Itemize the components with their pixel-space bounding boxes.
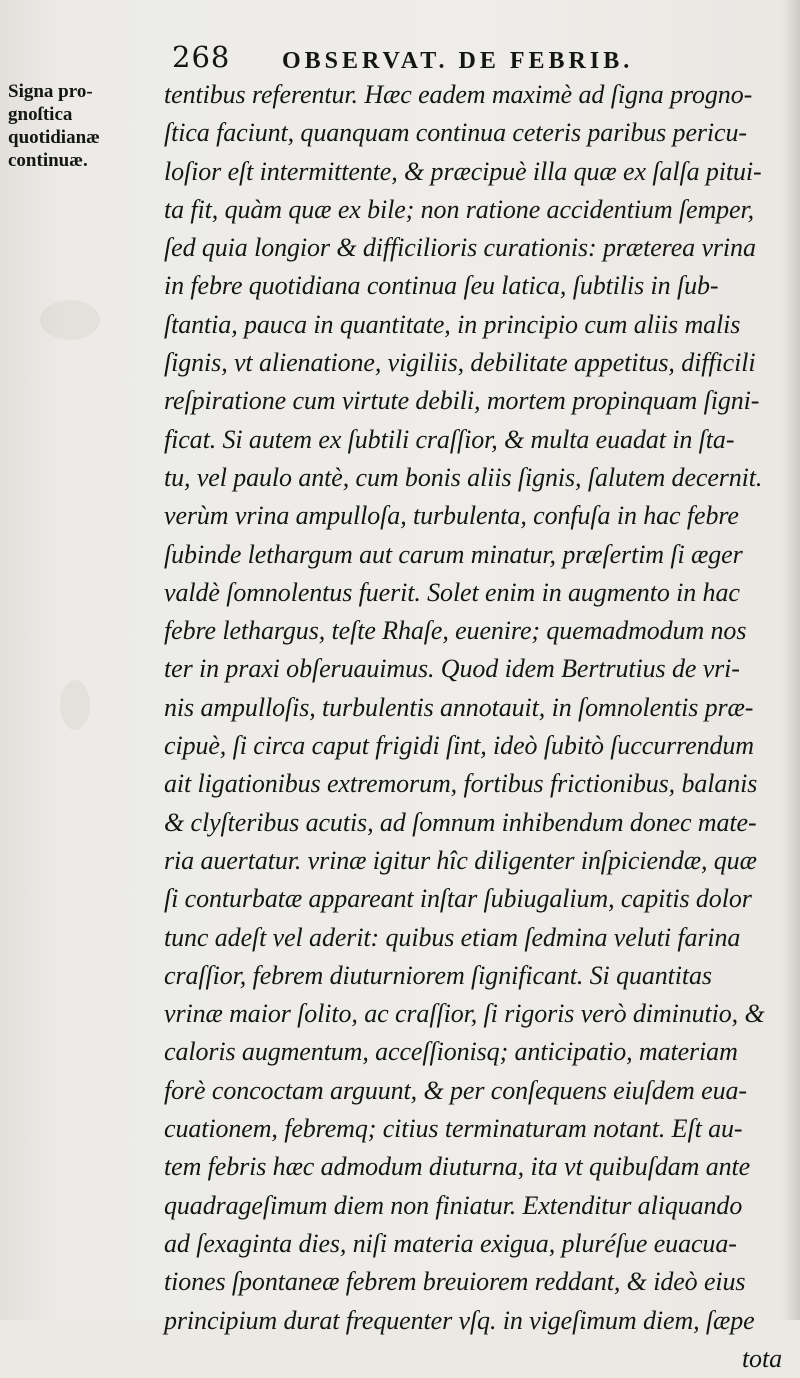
text-line: tiones ſpontaneæ febrem breuiorem reddant, & ideò eius xyxy=(164,1267,746,1297)
text-line: tu, vel paulo antè, cum bonis aliis ſignis, ſalutem decernit. xyxy=(164,462,763,492)
text-line: ſtica faciunt, quanquam continua ceteris paribus pericu- xyxy=(164,118,747,148)
text-line: in febre quotidiana continua ſeu latica, ſubtilis in ſub- xyxy=(164,271,719,301)
body-text xyxy=(164,76,786,1378)
text-line: ſignis, vt alienatione, vigiliis, debilitate appetitus, difficili xyxy=(164,348,756,378)
text-line: & clyſteribus acutis, ad ſomnum inhibendum donec mate- xyxy=(164,807,757,837)
text-line: ſubinde lethargum aut carum minatur, præſertim ſi æger xyxy=(164,539,743,569)
text-line: tentibus referentur. Hæc eadem maximè ad ſigna progno- xyxy=(164,80,753,109)
text-line: quadrageſimum diem non finiatur. Extenditur aliquando xyxy=(164,1190,743,1220)
text-line: tunc adeſt vel aderit: quibus etiam ſedmina veluti farina xyxy=(164,922,741,952)
running-head xyxy=(170,40,770,80)
text-line: valdè ſomnolentus fuerit. Solet enim in augmento in hac xyxy=(164,577,740,607)
text-line: principium durat frequenter vſq. in vigeſimum diem, ſæpe xyxy=(164,1305,755,1335)
paper-stain xyxy=(40,300,100,340)
text-line: ter in praxi obſeruauimus. Quod idem Bertrutius de vri- xyxy=(164,654,740,684)
text-line: vrinæ maior ſolito, ac craſſior, ſi rigoris verò diminutio, & xyxy=(164,999,765,1029)
text-line: ſtantia, pauca in quantitate, in principio cum aliis malis xyxy=(164,309,741,339)
text-line: tem febris hæc admodum diuturna, ita vt quibuſdam ante xyxy=(164,1152,751,1182)
text-line: tota xyxy=(741,1343,782,1373)
text-line: nis ampulloſis, turbulentis annotauit, in ſomnolentis præ- xyxy=(164,692,754,722)
text-line: loſior eſt intermittente, & præcipuè illa quæ ex ſalſa pitui- xyxy=(164,156,762,186)
paper-stain xyxy=(60,680,90,730)
text-line: craſſior, febrem diuturniorem ſignificant. Si quantitas xyxy=(164,960,712,990)
running-title: OBSERVAT. DE FEBRIB. xyxy=(282,48,634,74)
text-line: ſi conturbatæ appareant inſtar ſubiugalium, capitis dolor xyxy=(164,884,752,914)
text-line: ad ſexaginta dies, niſi materia exigua, pluréſue euacua- xyxy=(164,1228,737,1258)
text-line: cuationem, febremq; citius terminaturam notant. Eſt au- xyxy=(164,1114,743,1144)
text-line: ſed quia longior & difficilioris curationis: præterea vrina xyxy=(164,233,756,263)
text-line: cipuè, ſi circa caput frigidi ſint, ideò ſubitò ſuccurrendum xyxy=(164,731,754,761)
text-line: ait ligationibus extremorum, fortibus frictionibus, balanis xyxy=(164,769,758,799)
text-line: caloris augmentum, acceſſionisq; anticipatio, materiam xyxy=(164,1037,738,1067)
marginal-note-line: continuæ. xyxy=(8,150,88,171)
page-number: 268 xyxy=(172,40,231,74)
marginal-note-line: gnoſtica xyxy=(8,104,73,125)
text-line: ficat. Si autem ex ſubtili craſſior, & multa euadat in ſta- xyxy=(164,424,735,454)
marginal-note-line: quotidianæ xyxy=(8,127,100,148)
text-line: reſpiratione cum virtute debili, mortem propinquam ſigni- xyxy=(164,386,760,416)
marginal-note-line: Signa pro- xyxy=(8,81,93,102)
text-line: forè concoctam arguunt, & per conſequens eiuſdem eua- xyxy=(164,1075,747,1105)
marginal-note xyxy=(8,80,158,172)
text-line: febre lethargus, teſte Rhaſe, euenire; quemadmodum nos xyxy=(164,616,747,646)
text-line: ria auertatur. vrinæ igitur hîc diligenter inſpiciendæ, quæ xyxy=(164,845,757,875)
text-line: verùm vrina ampulloſa, turbulenta, confuſa in hac febre xyxy=(164,501,739,531)
text-line: ta fit, quàm quæ ex bile; non ratione accidentium ſemper, xyxy=(164,194,755,224)
